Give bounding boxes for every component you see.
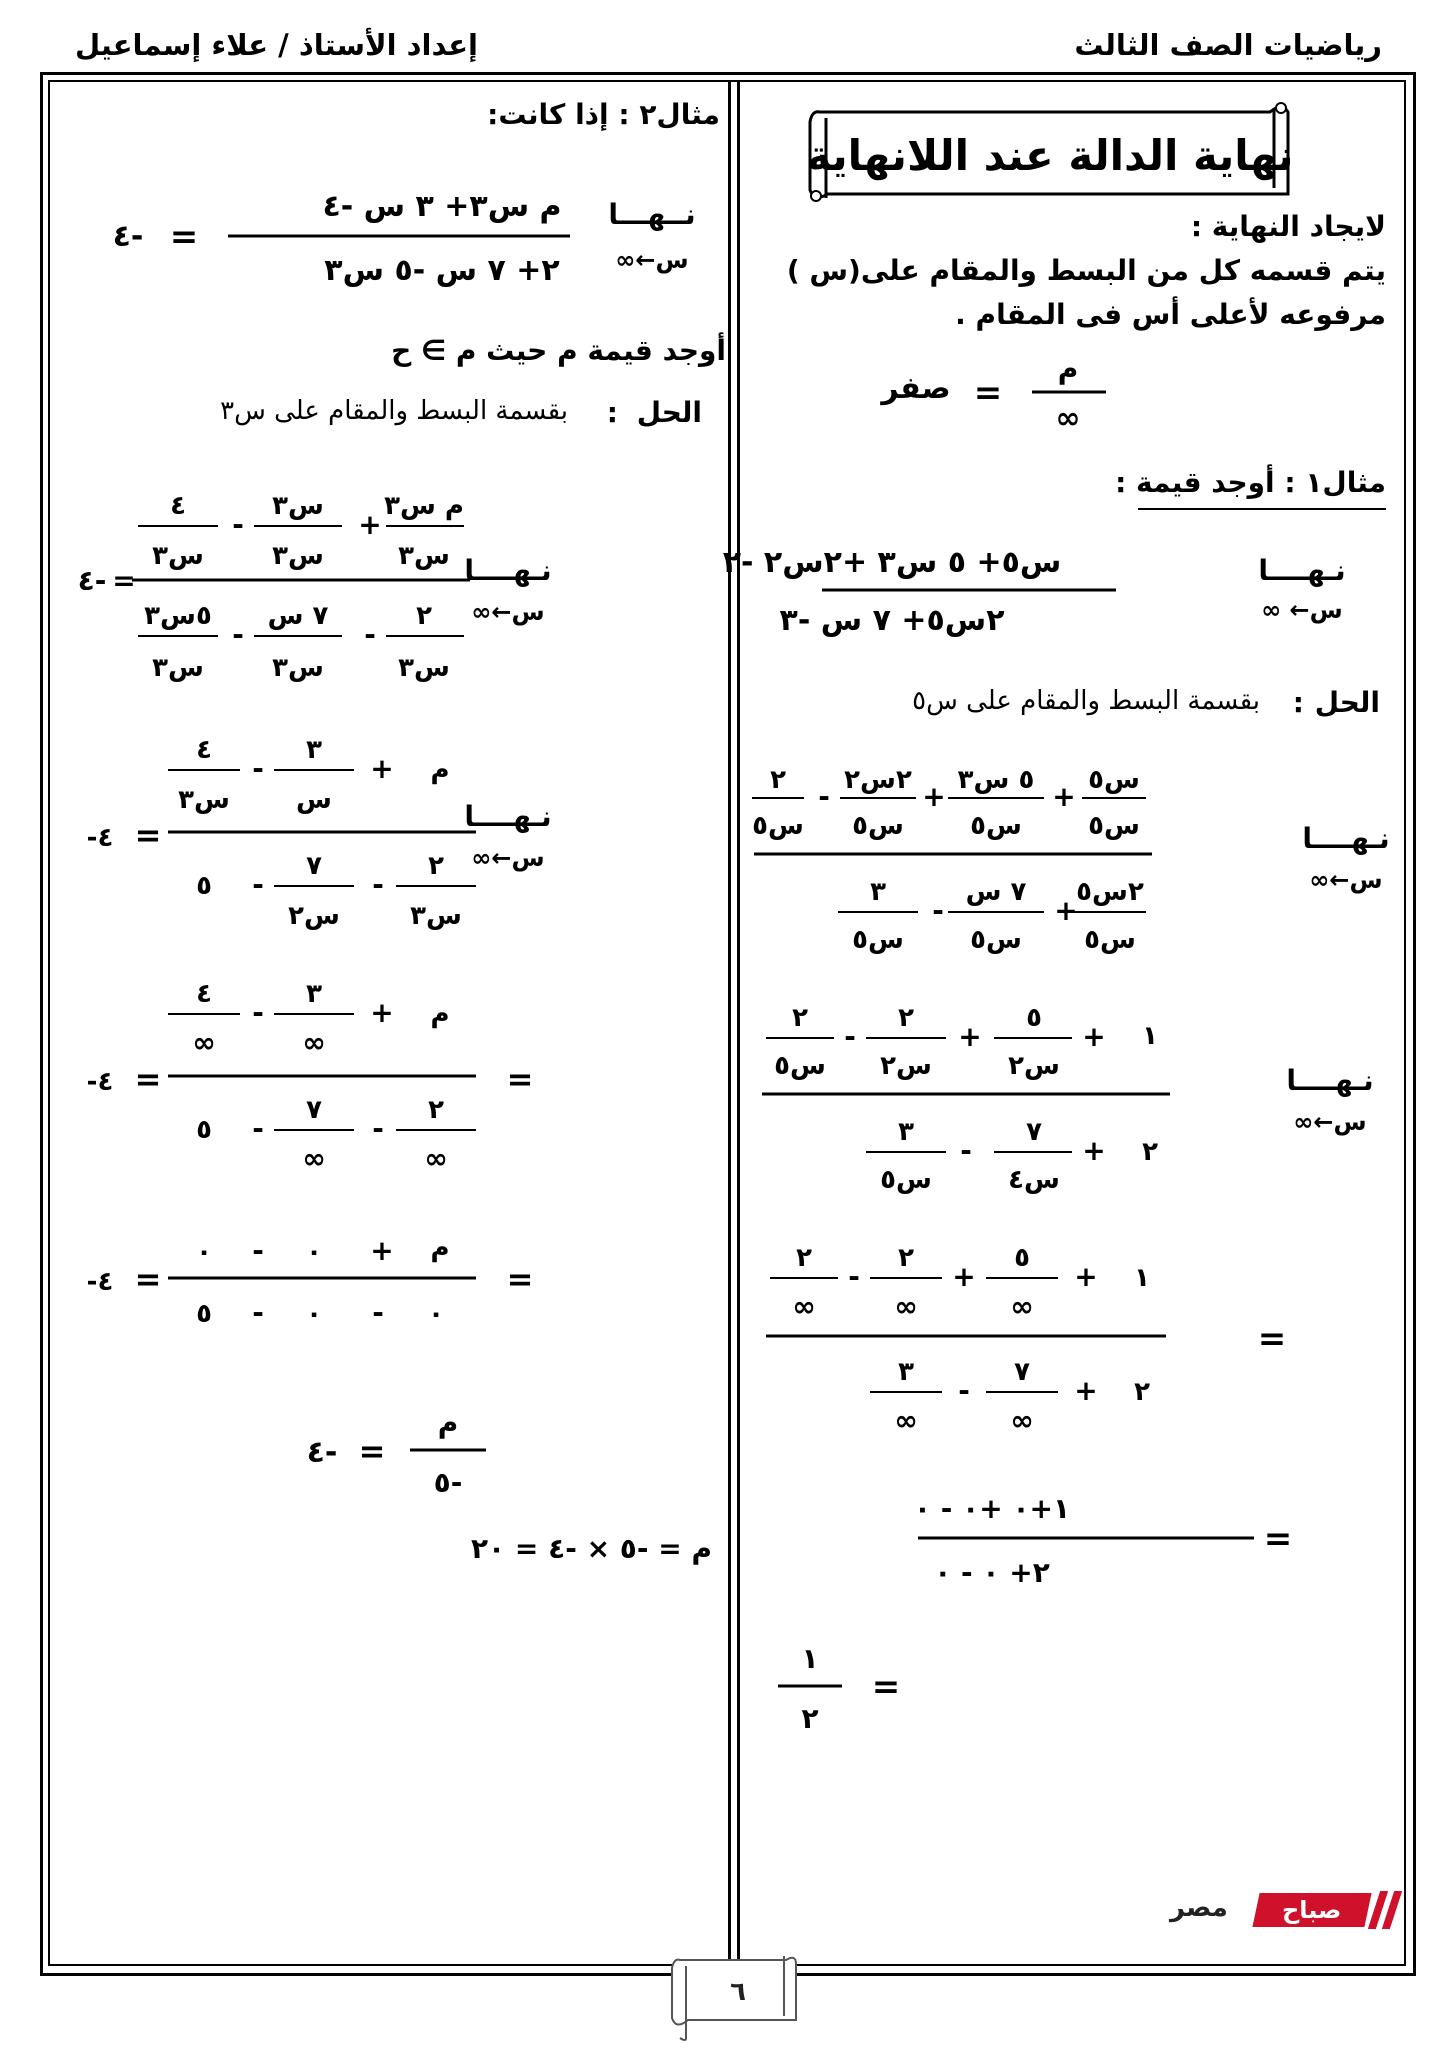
example2-numerator: م س٣+ ٣ س -٤ — [322, 189, 562, 224]
left-column — [52, 84, 728, 1960]
svg-text:٢: ٢ — [416, 601, 432, 631]
svg-text:-: - — [372, 868, 384, 901]
svg-text:+: + — [1052, 780, 1076, 813]
step4-num: ١+٠ +٠ - ٠ — [913, 1492, 1071, 1525]
svg-text:+: + — [358, 508, 382, 541]
svg-text:س٥: س٥ — [880, 1165, 932, 1195]
svg-text:س٣: س٣ — [272, 653, 324, 683]
svg-text:س٣: س٣ — [272, 491, 324, 521]
example2-eq: = — [169, 217, 199, 257]
svg-text:٧: ٧ — [1026, 1117, 1042, 1147]
step1-num-terms — [752, 765, 1146, 841]
svg-text:+: + — [922, 780, 946, 813]
example2-solution-text: بقسمة البسط والمقام على س٣ — [220, 396, 568, 426]
svg-text:=: = — [506, 1260, 534, 1298]
svg-text:س٣: س٣ — [398, 653, 450, 683]
svg-text:+: + — [370, 1234, 394, 1267]
svg-text:س: س — [296, 785, 332, 815]
svg-text:-: - — [372, 1296, 384, 1329]
page-number: ٦ — [730, 1977, 746, 2007]
step1-den-terms — [838, 877, 1146, 955]
svg-text:٢: ٢ — [1134, 1377, 1150, 1407]
svg-text:س←∞: س←∞ — [471, 598, 545, 626]
lim-word: نـهــــا — [1258, 554, 1346, 587]
svg-text:=: = — [1257, 1319, 1287, 1359]
svg-text:س٢: س٢ — [1008, 1051, 1060, 1081]
svg-text:+: + — [1082, 1134, 1106, 1167]
svg-text:نـهــــا: نـهــــا — [464, 800, 552, 833]
svg-text:=: = — [506, 1060, 534, 1098]
svg-text:س٥: س٥ — [774, 1051, 826, 1081]
svg-text:٧: ٧ — [1014, 1357, 1030, 1387]
svg-text:٥: ٥ — [196, 1115, 212, 1145]
svg-text:=: = — [112, 564, 136, 597]
svg-text:٣: ٣ — [898, 1117, 914, 1147]
svg-text:-: - — [252, 1234, 264, 1267]
svg-text:س٢: س٢ — [288, 901, 340, 931]
svg-text:س٥: س٥ — [752, 811, 804, 841]
example1-denominator: ٢س٥+ ٧ س -٣ — [779, 603, 1005, 638]
svg-text:+: + — [1074, 1260, 1098, 1293]
svg-text:س٣: س٣ — [152, 653, 204, 683]
svg-text:+: + — [952, 1260, 976, 1293]
svg-text:م س٣: م س٣ — [384, 491, 464, 521]
svg-text:٤-: ٤- — [86, 1067, 114, 1097]
example1-limit — [722, 534, 1400, 654]
example1-numerator: س٥+ ٥ س٣ +٢س٢ -٢ — [722, 545, 1062, 580]
example2-limit — [52, 180, 728, 300]
svg-text:٢: ٢ — [428, 1095, 444, 1125]
lim-sub: س← ∞ — [1261, 596, 1343, 624]
svg-text:م: م — [430, 755, 450, 785]
svg-text:+: + — [1054, 894, 1078, 927]
example1-step1 — [742, 754, 1400, 974]
site-logo — [1164, 1891, 1400, 1931]
example2-denominator: ٢+ ٧ س -٥ س٣ — [324, 253, 560, 288]
svg-text:=: = — [358, 1432, 386, 1470]
svg-text:س٤: س٤ — [1008, 1165, 1060, 1195]
example2-solution-label: الحل — [636, 396, 702, 429]
svg-text:١: ١ — [1142, 1021, 1158, 1051]
svg-text:٥: ٥ — [1026, 1003, 1042, 1033]
header-author: إعداد الأستاذ / علاء إسماعيل — [75, 28, 478, 62]
rule-eq: = — [973, 373, 1003, 413]
svg-text:٠: ٠ — [428, 1299, 444, 1329]
svg-text:٢: ٢ — [1142, 1137, 1158, 1167]
svg-text:=: = — [1263, 1519, 1293, 1559]
svg-text:نـهــــا: نـهــــا — [464, 554, 552, 587]
svg-text:س٣: س٣ — [410, 901, 462, 931]
svg-text:س٣: س٣ — [178, 785, 230, 815]
svg-text:-: - — [232, 508, 244, 541]
svg-text:٥: ٥ — [196, 1299, 212, 1329]
svg-text:س٥: س٥ — [970, 811, 1022, 841]
svg-text:+: + — [370, 996, 394, 1029]
svg-text:=: = — [134, 816, 162, 854]
example1-step3 — [742, 1232, 1400, 1452]
svg-text:٢: ٢ — [898, 1003, 914, 1033]
column-divider-2 — [737, 80, 740, 1964]
svg-text:٣: ٣ — [306, 735, 322, 765]
svg-text:+: + — [1082, 1020, 1106, 1053]
svg-text:س٥: س٥ — [1084, 925, 1136, 955]
svg-text:٧ س: ٧ س — [965, 877, 1027, 907]
svg-text:١: ١ — [1134, 1263, 1150, 1293]
svg-text:-٤: -٤ — [77, 564, 107, 597]
svg-text:س٣: س٣ — [152, 541, 204, 571]
svg-text:٢س٢: ٢س٢ — [844, 765, 912, 795]
svg-text:٥س٣: ٥س٣ — [144, 601, 212, 631]
example1-solution-label: الحل — [1314, 686, 1380, 719]
column-divider — [728, 80, 731, 1964]
svg-text:٥: ٥ — [1014, 1243, 1030, 1273]
example2-value: -٤ — [112, 219, 144, 254]
right-column — [722, 84, 1400, 1960]
svg-text:∞: ∞ — [192, 1026, 216, 1059]
svg-text:م: م — [430, 1233, 450, 1263]
svg-text:-: - — [372, 1112, 384, 1145]
svg-text:-: - — [252, 996, 264, 1029]
svg-text:س٥: س٥ — [1088, 811, 1140, 841]
svg-text:س٣: س٣ — [272, 541, 324, 571]
svg-text:س٢: س٢ — [880, 1051, 932, 1081]
svg-text:+: + — [958, 1020, 982, 1053]
svg-text:∞: ∞ — [792, 1290, 816, 1323]
example1-label: مثال١ : أوجد قيمة : — [1115, 466, 1386, 499]
svg-text:∞: ∞ — [1010, 1404, 1034, 1437]
svg-text:٤: ٤ — [196, 979, 212, 1009]
svg-text:∞: ∞ — [894, 1290, 918, 1323]
rule-num: م — [1057, 352, 1079, 385]
svg-text:٢: ٢ — [796, 1243, 812, 1273]
svg-text:٣: ٣ — [306, 979, 322, 1009]
example2-find: أوجد قيمة م حيث م ∋ ح — [391, 334, 726, 367]
svg-text:-: - — [818, 780, 830, 813]
svg-text:٠: ٠ — [306, 1237, 322, 1267]
step5-rhs: -٤ — [306, 1435, 338, 1470]
svg-text:٢: ٢ — [770, 765, 786, 795]
example2-step1 — [52, 480, 728, 700]
svg-text:٧: ٧ — [306, 851, 322, 881]
svg-text:∞: ∞ — [894, 1404, 918, 1437]
svg-text:٤-: ٤- — [86, 823, 114, 853]
svg-text:٢: ٢ — [898, 1243, 914, 1273]
svg-text:=: = — [134, 1060, 162, 1098]
svg-text:٧: ٧ — [306, 1095, 322, 1125]
logo-word: مصر — [1170, 1893, 1228, 1923]
svg-text:-: - — [252, 752, 264, 785]
page-number-scroll — [668, 1950, 798, 2042]
rule-heading: لايجاد النهاية : — [1190, 210, 1386, 243]
section-title: نهاية الدالة عند اللانهاية — [806, 131, 1294, 180]
step5-num: م — [437, 1406, 459, 1439]
example1-solution-text: بقسمة البسط والمقام على س٥ — [912, 686, 1260, 716]
svg-text:-: - — [844, 1020, 856, 1053]
svg-text:٥ س٣: ٥ س٣ — [957, 765, 1035, 795]
svg-text:س٥: س٥ — [852, 925, 904, 955]
svg-text:-: - — [958, 1374, 970, 1407]
example2-final: م = -٥ × -٤ = ٢٠ — [470, 1532, 712, 1565]
svg-text:∞: ∞ — [302, 1142, 326, 1175]
svg-text:س٥: س٥ — [970, 925, 1022, 955]
step4-den: ٢+ ٠ - ٠ — [934, 1556, 1050, 1589]
rule-result: صفر — [881, 371, 951, 406]
svg-text:-: - — [932, 894, 944, 927]
example1-final — [742, 1630, 1400, 1750]
svg-text:٧ س: ٧ س — [267, 601, 329, 631]
svg-text:م: م — [430, 999, 450, 1029]
svg-text:س←∞: س←∞ — [1309, 866, 1383, 894]
example2-solution-colon: : — [606, 396, 618, 429]
svg-text:٤: ٤ — [196, 735, 212, 765]
svg-text:س←∞: س←∞ — [471, 844, 545, 872]
example2-step4 — [52, 1218, 728, 1358]
svg-text:٠: ٠ — [196, 1237, 212, 1267]
svg-text:-: - — [848, 1260, 860, 1293]
svg-text:٣: ٣ — [898, 1357, 914, 1387]
svg-text:∞: ∞ — [302, 1026, 326, 1059]
example2-step5 — [52, 1394, 728, 1524]
svg-text:-: - — [364, 618, 376, 651]
step4-rhs: ٤- — [86, 1267, 114, 1297]
example2-label: مثال٢ : إذا كانت: — [487, 98, 720, 131]
svg-text:س٥: س٥ — [1088, 765, 1140, 795]
svg-text:-: - — [252, 1112, 264, 1145]
svg-text:٠: ٠ — [306, 1299, 322, 1329]
svg-text:٣: ٣ — [870, 877, 886, 907]
svg-text:٢: ٢ — [428, 851, 444, 881]
lim-word: نــهـــا — [608, 198, 696, 231]
final-num: ١ — [801, 1642, 819, 1675]
svg-text:٤: ٤ — [170, 491, 186, 521]
svg-text:-: - — [232, 618, 244, 651]
svg-text:=: = — [871, 1667, 901, 1707]
example2-step2 — [52, 724, 728, 944]
svg-text:∞: ∞ — [1010, 1290, 1034, 1323]
svg-text:-: - — [252, 868, 264, 901]
svg-text:س٣: س٣ — [398, 541, 450, 571]
svg-text:∞: ∞ — [424, 1142, 448, 1175]
final-den: ٢ — [801, 1702, 819, 1735]
step5-den: -٥ — [433, 1466, 463, 1499]
example1-underline — [1138, 508, 1386, 510]
rule-line-1: يتم قسمه كل من البسط والمقام على(س ) — [786, 254, 1386, 287]
svg-text:٥: ٥ — [196, 871, 212, 901]
lim-sub: س←∞ — [615, 246, 689, 274]
svg-text:=: = — [134, 1260, 162, 1298]
svg-text:نـهــــا: نـهــــا — [1286, 1064, 1374, 1097]
rule-formula — [881, 346, 1132, 446]
svg-text:-: - — [252, 1296, 264, 1329]
rule-line-2: مرفوعه لأعلى أس فى المقام . — [955, 298, 1386, 331]
svg-text:٢س٥: ٢س٥ — [1076, 877, 1144, 907]
svg-text:نـهــــا: نـهــــا — [1302, 822, 1390, 855]
logo-badge: صباح — [1252, 1893, 1371, 1927]
example1-solution-colon: : — [1292, 686, 1304, 719]
header-subject: رياضيات الصف الثالث — [1074, 28, 1382, 62]
svg-text:٢: ٢ — [792, 1003, 808, 1033]
example1-step4 — [742, 1482, 1400, 1612]
example2-step3 — [52, 968, 728, 1188]
svg-text:س٥: س٥ — [852, 811, 904, 841]
svg-text:-: - — [960, 1134, 972, 1167]
svg-text:+: + — [370, 752, 394, 785]
svg-text:+: + — [1074, 1374, 1098, 1407]
example1-step2 — [742, 990, 1400, 1210]
svg-text:س←∞: س←∞ — [1293, 1108, 1367, 1136]
rule-den: ∞ — [1055, 401, 1081, 436]
